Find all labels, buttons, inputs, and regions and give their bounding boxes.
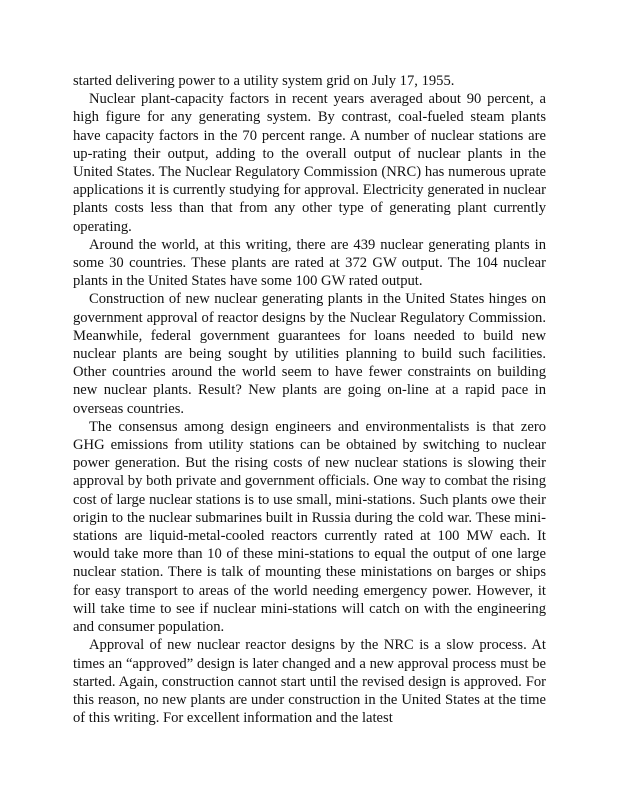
paragraph-capacity-factors: Nuclear plant-capacity factors in recent years averaged about 90 percent, a high figure for any generating system. By contrast, coal-fueled steam plants have capacity factors in the 70 percent range. A number of nuclear stations are up-rating their output, adding to the overall output of nuclear plants in the United States. The Nuclear Regulatory Commission (NRC) has numerous uprate applications it is currently studying for approval. Electricity generated in nuclear plants costs less than that from any other type of generating plant currently operating. [73, 91, 546, 235]
paragraph-continuation: started delivering power to a utility system grid on July 17, 1955. [73, 73, 455, 89]
paragraph-world-plants: Around the world, at this writing, there are 439 nuclear generating plants in some 30 countries. These plants are rated at 372 GW output. The 104 nuclear plants in the United States have some 100 GW rated output. [73, 236, 546, 290]
document-page [73, 72, 546, 727]
paragraph-mini-stations: The consensus among design engineers and environmentalists is that zero GHG emissions from utility stations can be obtained by switching to nuclear power generation. But the rising costs of new nuclear stations is slowing their approval by both private and government officials. One way to combat the rising cost of large nuclear stations is to use small, mini-stations. Such plants owe their origin to the nuclear submarines built in Russia during the cold war. These mini-stations are liquid-metal-cooled reactors currently rated at 100 MW each. It would take more than 10 of these mini-stations to equal the output of one large nuclear station. There is talk of mounting these ministations on barges or ships for easy transport to areas of the world needing emergency power. However, it will take time to see if nuclear mini-stations will catch on with the engineering and consumer population. [73, 418, 546, 636]
paragraph-construction-approval: Construction of new nuclear generating plants in the United States hinges on government approval of reactor designs by the Nuclear Regulatory Commission. Meanwhile, federal government guarantees for loans needed to build new nuclear plants are being sought by utilities planning to build such facilities. Other countries around the world seem to have fewer constraints on building new nuclear plants. Result? New plants are going on-line at a rapid pace in overseas countries. [73, 291, 546, 417]
paragraph-nrc-approval: Approval of new nuclear reactor designs by the NRC is a slow process. At times an “approved” design is later changed and a new approval process must be started. Again, construction cannot start until the revised design is approved. For this reason, no new plants are under construction in the United States at the time of this writing. For excellent information and the latest [73, 637, 546, 727]
